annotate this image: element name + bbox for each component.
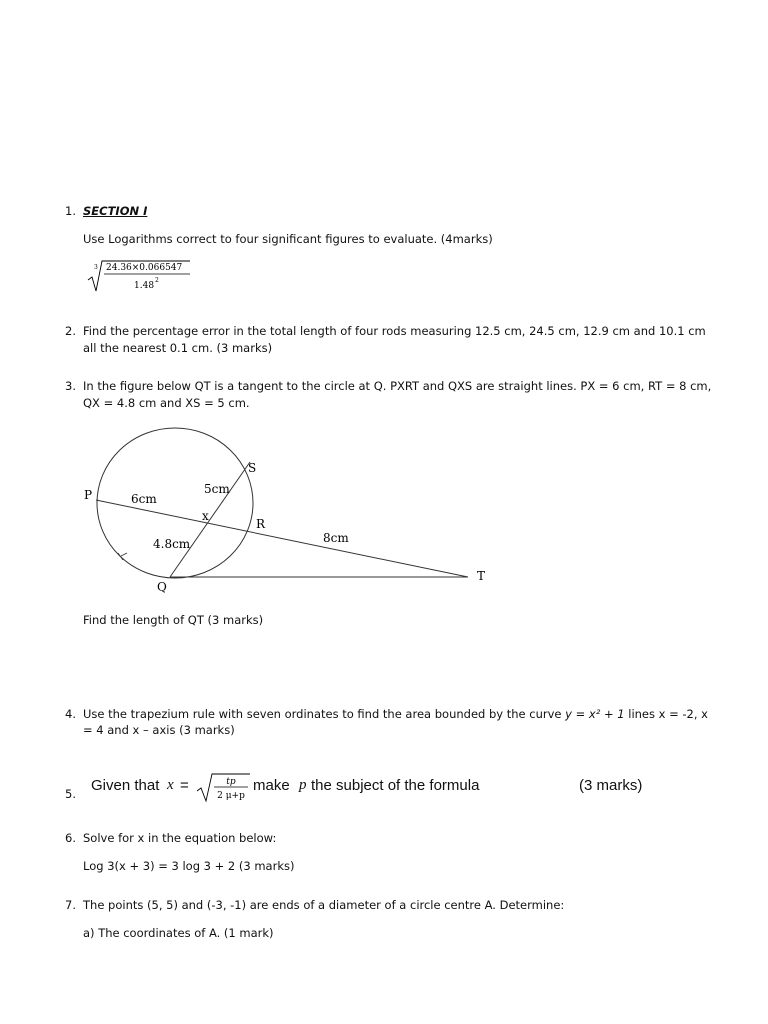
q1-denominator-exponent: 2 [155, 277, 159, 284]
q5-var-x: x [167, 777, 174, 793]
q1-instruction: Use Logarithms correct to four significant figures to evaluate. (4marks) [83, 232, 493, 246]
label-5cm: 5cm [204, 482, 230, 496]
label-x: x [202, 509, 209, 523]
q2-number: 2. [65, 324, 76, 338]
q1-denominator-base: 1.48 [134, 281, 155, 291]
line-qxs [170, 462, 250, 577]
label-4-8cm: 4.8cm [153, 537, 191, 551]
label-q: Q [157, 580, 167, 594]
q5-subject-text: the subject of the formula [311, 777, 480, 794]
q5-equals: = [180, 777, 189, 794]
label-r: R [256, 517, 266, 531]
line-pxrt [96, 500, 468, 577]
q7-part-a: a) The coordinates of A. (1 mark) [83, 926, 274, 940]
q5-root-expression [196, 772, 252, 804]
q4-number: 4. [65, 707, 76, 721]
section-heading: SECTION I [83, 204, 148, 218]
label-s: S [248, 461, 257, 475]
q7-number: 7. [65, 898, 76, 912]
q5-fraction-denominator: 2 μ+p [217, 791, 245, 801]
q4-line1-end: lines x = -2, x [624, 707, 708, 721]
q5-given: Given that [91, 777, 160, 794]
q3-line2: QX = 4.8 cm and XS = 5 cm. [83, 396, 250, 410]
q1-root-index: 3 [94, 264, 98, 271]
q3-number: 3. [65, 379, 76, 393]
q4-curve-equation: y = x² + 1 [565, 707, 625, 721]
q4-line1-start: Use the trapezium rule with seven ordinates to find the area bounded by the curve [83, 707, 566, 721]
q5-make: make [253, 777, 290, 794]
q6-equation: Log 3(x + 3) = 3 log 3 + 2 (3 marks) [83, 859, 295, 873]
q2-line1: Find the percentage error in the total length of four rods measuring 12.5 cm, 24.5 cm, 12.9 cm and 10.1 cm [83, 324, 706, 338]
label-p: P [84, 488, 93, 502]
label-t: T [477, 569, 486, 583]
q6-number: 6. [65, 831, 76, 845]
q3-find: Find the length of QT (3 marks) [83, 613, 264, 627]
q5-marks: (3 marks) [579, 777, 643, 794]
q2-line2: all the nearest 0.1 cm. (3 marks) [83, 341, 273, 355]
circle [97, 428, 253, 578]
q5-fraction-numerator: tp [226, 777, 236, 787]
q5-var-p: p [299, 777, 307, 793]
label-8cm: 8cm [323, 531, 349, 545]
q3-line1: In the figure below QT is a tangent to the circle at Q. PXRT and QXS are straight lines. PX = 6 cm, RT = 8 cm, [83, 379, 712, 393]
q5-number: 5. [65, 787, 76, 801]
tick-mark [118, 553, 127, 560]
q6-line1: Solve for x in the equation below: [83, 831, 277, 845]
q7-line1: The points (5, 5) and (-3, -1) are ends of a diameter of a circle centre A. Determine: [83, 898, 565, 912]
q1-numerator: 24.36×0.066547 [106, 263, 183, 273]
q4-line2: = 4 and x – axis (3 marks) [83, 723, 235, 737]
label-6cm: 6cm [131, 492, 157, 506]
q1-number: 1. [65, 204, 76, 218]
q4-line1 [83, 706, 708, 723]
